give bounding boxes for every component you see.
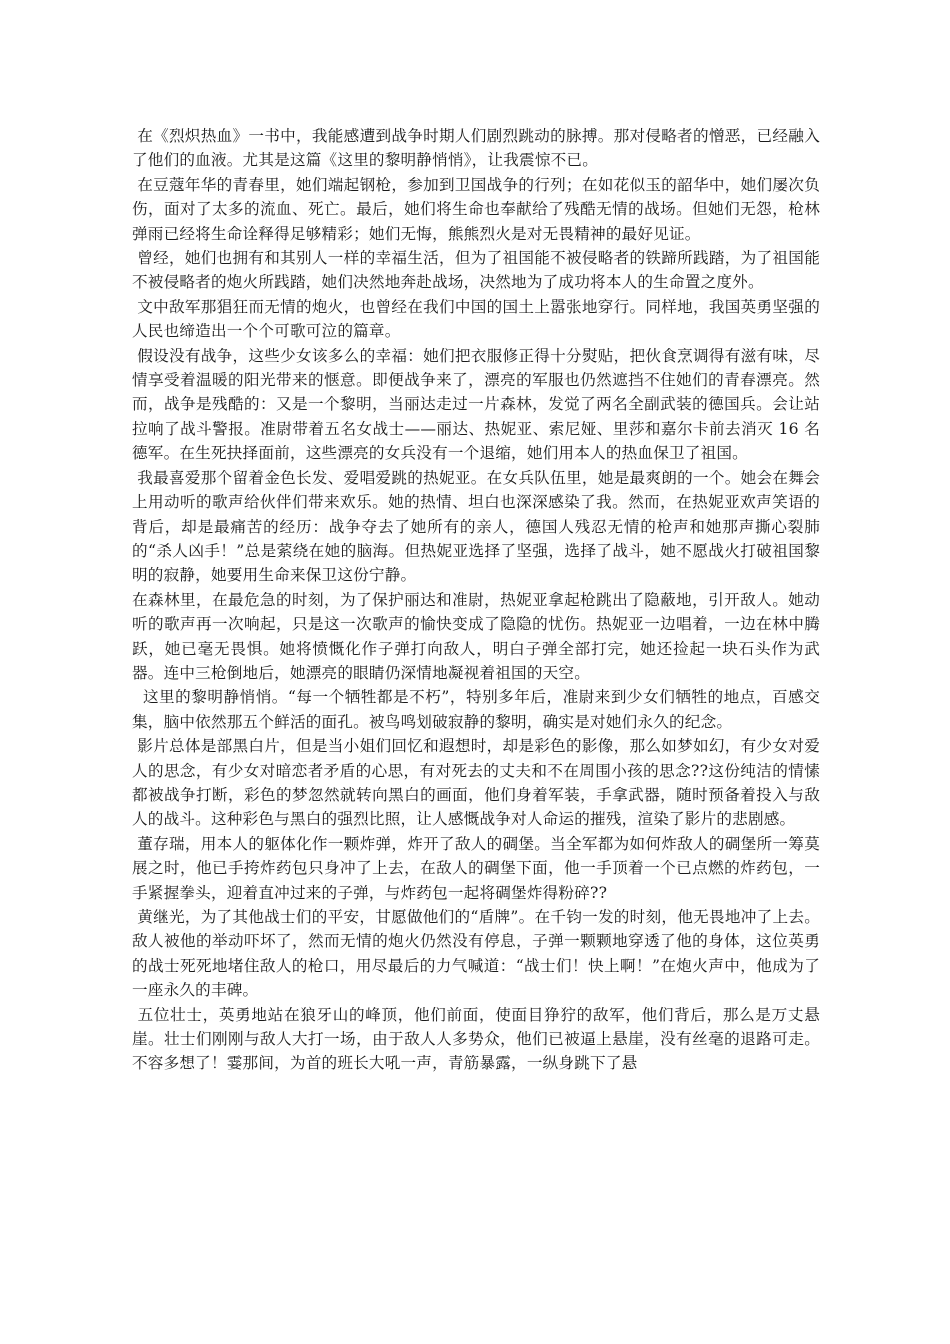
- paragraph: 黄继光，为了其他战士们的平安，甘愿做他们的“盾牌”。在千钧一发的时刻，他无畏地冲了上去。敌人被他的举动吓坏了，然而无情的炮火仍然没有停息，子弹一颗颗地穿透了他的身体，这位英勇的战士死死地堵住敌人的枪口，用尽最后的力气喊道：“战士们！快上啊！”在炮火声中，他成为了一座永久的丰碑。: [132, 908, 820, 1000]
- paragraph: 在豆蔻年华的青春里，她们端起钢枪，参加到卫国战争的行列；在如花似玉的韶华中，她们屡次负伤，面对了太多的流血、死亡。最后，她们将生命也奉献给了残酷无情的战场。但她们无怨，枪林弹雨已经将生命诠释得足够精彩；她们无悔，熊熊烈火是对无畏精神的最好见证。: [132, 175, 820, 243]
- paragraph: 在森林里，在最危急的时刻，为了保护丽达和准尉，热妮亚拿起枪跳出了隐蔽地，引开敌人。她动听的歌声再一次响起，只是这一次歌声的愉快变成了隐隐的忧伤。热妮亚一边唱着，一边在林中腾跃，她已毫无畏惧。她将愤慨化作子弹打向敌人，明白子弹全部打完，她还捡起一块石头作为武器。连中三枪倒地后，她漂亮的眼睛仍深情地凝视着祖国的天空。: [132, 590, 820, 682]
- paragraph: 我最喜爱那个留着金色长发、爱唱爱跳的热妮亚。在女兵队伍里，她是最爽朗的一个。她会在舞会上用动听的歌声给伙伴们带来欢乐。她的热情、坦白也深深感染了我。然而，在热妮亚欢声笑语的背后，却是最痛苦的经历：战争夺去了她所有的亲人，德国人残忍无情的枪声和她那声撕心裂肺的“杀人凶手！”总是萦绕在她的脑海。但热妮亚选择了坚强，选择了战斗，她不愿战火打破祖国黎明的寂静，她要用生命来保卫这份宁静。: [132, 468, 820, 585]
- document-body: [132, 124, 820, 1076]
- paragraph: 影片总体是部黑白片，但是当小姐们回忆和遐想时，却是彩色的影像，那么如梦如幻，有少女对爱人的思念，有少女对暗恋者矛盾的心思，有对死去的丈夫和不在周围小孩的思念??这份纯洁的情愫都被战争打断，彩色的梦忽然就转向黑白的画面，他们身着军装，手拿武器，随时预备着投入与敌人的战斗。这种彩色与黑白的强烈比照，让人感慨战争对人命运的摧残，渲染了影片的悲剧感。: [132, 737, 820, 829]
- paragraph: 在《烈炽热血》一书中，我能感遭到战争时期人们剧烈跳动的脉搏。那对侵略者的憎恶，已经融入了他们的血液。尤其是这篇《这里的黎明静悄悄》，让我震惊不已。: [132, 127, 820, 170]
- paragraph: 五位壮士，英勇地站在狼牙山的峰顶，他们前面，使面目狰狞的敌军，他们背后，那么是万丈悬崖。壮士们刚刚与敌人大打一场，由于敌人人多势众，他们已被逼上悬崖，没有丝毫的退路可走。不容多想了！霎那间，为首的班长大吼一声，青筋暴露，一纵身跳下了悬: [132, 1005, 820, 1073]
- paragraph: 曾经，她们也拥有和其别人一样的幸福生活，但为了祖国能不被侵略者的铁蹄所践踏，为了祖国能不被侵略者的炮火所践踏，她们决然地奔赴战场，决然地为了成功将本人的生命置之度外。: [132, 249, 820, 292]
- paragraph: 文中敌军那猖狂而无情的炮火，也曾经在我们中国的国土上嚣张地穿行。同样地，我国英勇坚强的人民也缔造出一个个可歌可泣的篇章。: [132, 297, 820, 341]
- paragraph: 假设没有战争，这些少女该多么的幸福：她们把衣服修正得十分熨贴，把伙食烹调得有滋有味，尽情享受着温暖的阳光带来的惬意。即便战争来了，漂亮的军服也仍然遮挡不住她们的青春漂亮。然而，战争是残酷的：又是一个黎明，当丽达走过一片森林，发觉了两名全副武装的德国兵。会让站拉响了战斗警报。准尉带着五名女战士——丽达、热妮亚、索尼娅、里莎和嘉尔卡前去消灭 16 名德军。在生死抉择面前，这些漂亮的女兵没有一个退缩，她们用本人的热血保卫了祖国。: [132, 346, 820, 463]
- paragraph: 董存瑞，用本人的躯体化作一颗炸弹，炸开了敌人的碉堡。当全军都为如何炸敌人的碉堡所一筹莫展之时，他已手挎炸药包只身冲了上去，在敌人的碉堡下面，他一手顶着一个已点燃的炸药包，一手紧握拳头，迎着直冲过来的子弹，与炸药包一起将碉堡炸得粉碎??: [132, 834, 820, 902]
- paragraph: 这里的黎明静悄悄。“每一个牺牲都是不朽”，特别多年后，准尉来到少女们牺牲的地点，百感交集，脑中依然那五个鲜活的面孔。被鸟鸣划破寂静的黎明，确实是对她们永久的纪念。: [132, 688, 820, 731]
